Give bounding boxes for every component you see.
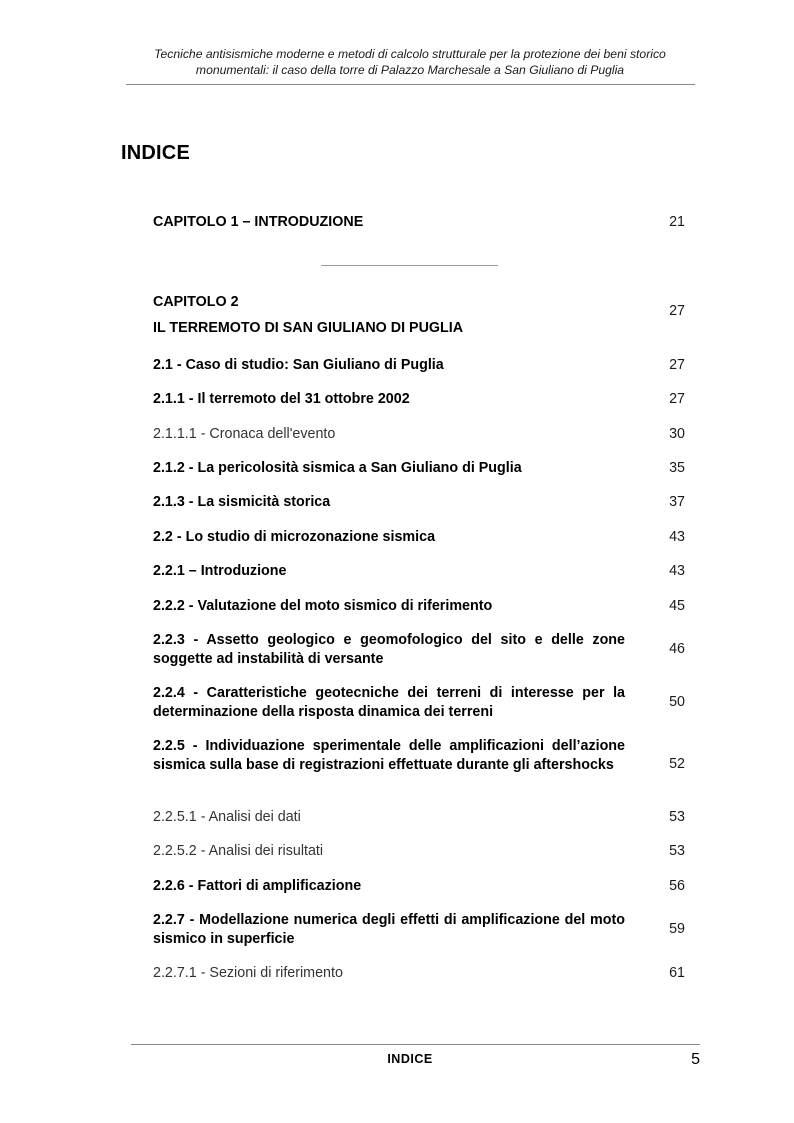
running-header-line2: monumentali: il caso della torre di Palazzo Marchesale a San Giuliano di Puglia: [195, 63, 625, 77]
toc-entry-page: 61: [669, 965, 685, 981]
footer-divider: [131, 1044, 700, 1045]
toc-entry-page: 43: [669, 529, 685, 545]
toc-entry-page: 50: [669, 694, 685, 710]
toc-entry-title: 2.1.1.1 - Cronaca dell'evento: [153, 426, 336, 442]
chapter-2-label: CAPITOLO 2: [153, 294, 239, 310]
toc-entry-page: 21: [669, 214, 685, 230]
toc-entry-title: 2.2.1 – Introduzione: [153, 563, 287, 579]
toc-entry-title: 2.2.7 - Modellazione numerica degli effetti di amplificazione del moto sismico in superficie: [153, 912, 625, 947]
toc-entry-title: 2.1.1 - Il terremoto del 31 ottobre 2002: [153, 391, 410, 407]
toc-entry-page: 53: [669, 809, 685, 825]
toc-entry-title: 2.2.5.1 - Analisi dei dati: [153, 809, 301, 825]
toc-entry-page: 37: [669, 494, 685, 510]
toc-entry-title: [153, 289, 625, 341]
toc-entry-title: 2.2.2 - Valutazione del moto sismico di riferimento: [153, 598, 493, 614]
chapter-2-title: IL TERREMOTO DI SAN GIULIANO DI PUGLIA: [153, 320, 464, 336]
toc-entry-title: 2.2.3 - Assetto geologico e geomofologico del sito e delle zone soggette ad instabilità di versante: [153, 632, 625, 667]
toc-entry-page: 45: [669, 598, 685, 614]
toc-entry-page: 27: [669, 303, 685, 319]
running-header-line1: Tecniche antisismiche moderne e metodi di calcolo strutturale per la protezione dei beni storico: [154, 47, 666, 61]
toc-entry-title: 2.2.6 - Fattori di amplificazione: [153, 878, 362, 894]
toc-entry-title: 2.2.4 - Caratteristiche geotecniche dei terreni di interesse per la determinazione della risposta dinamica dei terreni: [153, 685, 625, 720]
toc-entry-page: 43: [669, 563, 685, 579]
toc-entry-page: 27: [669, 357, 685, 373]
toc-entry-page: 30: [669, 426, 685, 442]
toc-entry-page: 27: [669, 391, 685, 407]
toc-entry-page: 53: [669, 843, 685, 859]
toc-entry-title: 2.2.5.2 - Analisi dei risultati: [153, 843, 324, 859]
toc-entry-title: CAPITOLO 1 – INTRODUZIONE: [153, 214, 364, 230]
toc-entry-page: 59: [669, 921, 685, 937]
toc-entry-title: 2.1.2 - La pericolosità sismica a San Giuliano di Puglia: [153, 460, 522, 476]
toc-entry-page: 52: [669, 756, 685, 772]
chapter-divider: [321, 265, 498, 266]
footer-section-label: INDICE: [387, 1052, 433, 1066]
toc-entry-page: 35: [669, 460, 685, 476]
toc-entry-title: 2.2.5 - Individuazione sperimentale delle amplificazioni dell’azione sismica sulla base di registrazioni effettuate durante gli aftershocks: [153, 738, 625, 773]
toc-entry-title: 2.1 - Caso di studio: San Giuliano di Puglia: [153, 357, 444, 373]
toc-entry-title: 2.2 - Lo studio di microzonazione sismica: [153, 529, 436, 545]
toc-entry-title: 2.1.3 - La sismicità storica: [153, 494, 331, 510]
toc-entry-page: 46: [669, 641, 685, 657]
page-number: 5: [691, 1051, 700, 1068]
page-title: INDICE: [121, 142, 190, 164]
toc-entry-title: 2.2.7.1 - Sezioni di riferimento: [153, 965, 343, 981]
toc-entry-page: 56: [669, 878, 685, 894]
